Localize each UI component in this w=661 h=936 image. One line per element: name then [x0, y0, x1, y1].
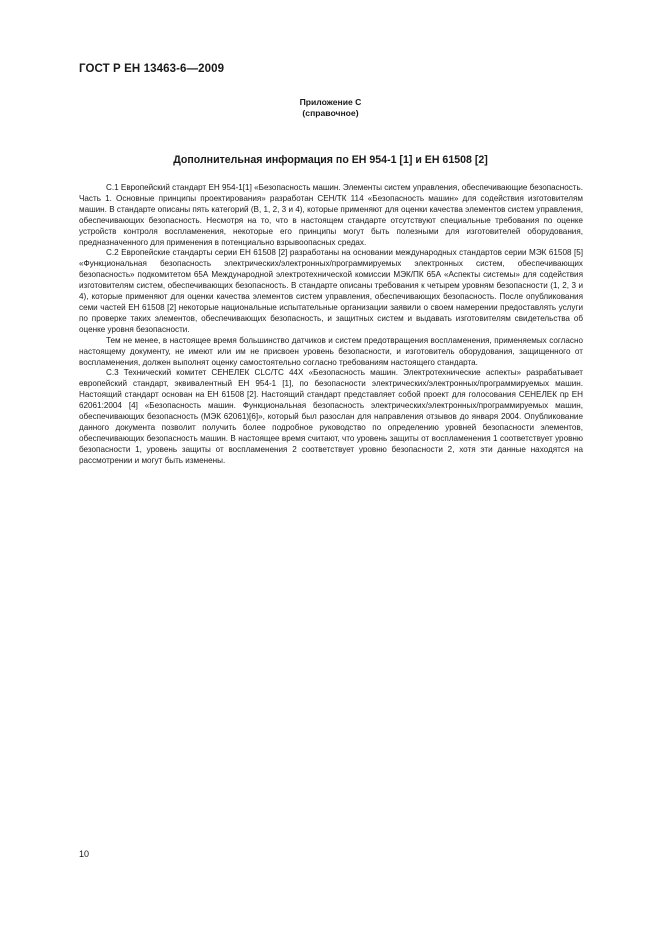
page-number: 10 [79, 849, 90, 859]
section-title: Дополнительная информация по ЕН 954-1 [1] и ЕН 61508 [2] [173, 154, 488, 166]
paragraph-c1: С.1 Европейский стандарт ЕН 954-1[1] «Безопасность машин. Элементы систем управления, обеспечивающие безопасность. Часть 1. Основные принципы проектирования» разработан СЕН/ТК 114 «Безопасность машин» для содействия изготовителям машин. В стандарте описаны пять категорий (В, 1, 2, 3 и 4), которые применяют для оценки качества элементов систем управления, обеспечивающих безопасность. Несмотря на то, что в настоящем стандарте отсутствуют специальные требования по оценке устройств контроля воспламенения, некоторые его принципы могут быть полезными для изготовителей оборудования, предназначенного для применения в потенциально взрывоопасных средах. [79, 183, 583, 247]
paragraph-c2-continued: Тем не менее, в настоящее время большинство датчиков и систем предотвращения воспламенения, применяемых согласно настоящему документу, не имеют или им не присвоен уровень безопасности, и изготовитель оборудования, защищенного от воспламенения, должен выполнят оценку самостоятельно согласно требованиям настоящего стандарта. [79, 335, 583, 367]
appendix-title: Приложение С [299, 97, 362, 107]
appendix-subtitle: (справочное) [302, 108, 359, 118]
document-header: ГОСТ Р ЕН 13463-6—2009 [79, 63, 225, 75]
paragraph-c2: С.2 Европейские стандарты серии ЕН 61508 [2] разработаны на основании международных стандартов серии МЭК 61508 [5] «Функциональная безопасность электрических/электронных/программируемых электронных систем, обеспечивающих безопасность» подкомитетом 65А Международной электротехнической комиссии МЭК/ПК 65А «Аспекты системы» для содействия изготовителям систем, обеспечивающих безопасность. В стандарте описаны требования к четырем уровням безопасности (1, 2, 3 и 4), которые применяют для оценки качества элементов систем управления, обеспечивающих безопасность. После опубликования семи частей ЕН 61508 [2] некоторые национальные испытательные организации заявили о своем намерении предоставлять услуги по проверке таких элементов, обеспечивающих безопасность, и защитных систем и выдавать изготовителям свидетельства об оценке уровня безопасности. [79, 248, 583, 334]
paragraph-c3: С.3 Технический комитет СЕНЕЛЕК CLC/TC 44X «Безопасность машин. Электротехнические аспекты» разрабатывает европейский стандарт, эквивалентный ЕН 954-1 [1], по безопасности электрических/электронных/программируемых машин. Настоящий стандарт основан на ЕН 61508 [2]. Настоящий стандарт представляет собой проект для голосования СЕНЕЛЕК пр ЕН 62061:2004 [4] «Безопасность машин. Функциональная безопасность электрических/электронных/программируемых машин, обеспечивающих безопасность (МЭК 62061)[6]», который был разослан для направления отзывов до января 2004. Опубликование данного документа позволит получить более подробное руководство по определению уровней безопасности элементов, обеспечивающих безопасность машин. В настоящее время считают, что уровень защиты от воспламенения 1 соответствует уровню безопасности 1, уровень защиты от воспламенения 2 соответствует уровню безопасности 2, хотя эти данные находятся на рассмотрении и могут быть изменены. [79, 368, 583, 465]
appendix-heading [79, 97, 582, 119]
body-text [79, 183, 583, 467]
